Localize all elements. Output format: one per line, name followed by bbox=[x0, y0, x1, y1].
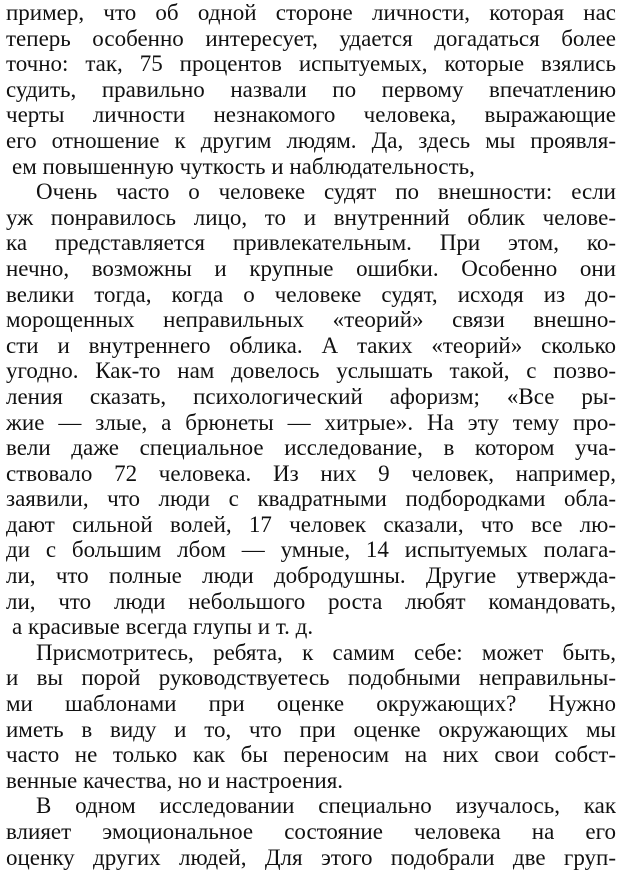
text-line: угодно. Как-то нам довелось услышать такой, с позво- bbox=[6, 358, 616, 384]
text-line: его отношение к другим людям. Да, здесь мы проявля- bbox=[6, 127, 616, 153]
text-line: заявили, что люди с квадратными подбородками обла- bbox=[6, 486, 616, 512]
text-line: уж понравилось лицо, то и внутренний облик челове- bbox=[6, 204, 616, 230]
paragraph-1 bbox=[6, 0, 616, 179]
text-line: оценку других людей, Для этого подобрали две груп- bbox=[6, 844, 616, 870]
text-line: ствовало 72 человека. Из них 9 человек, например, bbox=[6, 460, 616, 486]
text-line: теперь особенно интересует, удается догадаться более bbox=[6, 25, 616, 51]
text-line: пример, что об одной стороне личности, которая нас bbox=[6, 0, 616, 25]
text-line: сти и внутреннего облика. А таких «теорий» сколько bbox=[6, 332, 616, 358]
text-line: ления сказать, психологический афоризм; «Все ры- bbox=[6, 383, 616, 409]
text-line: В одном исследовании специально изучалось, как bbox=[36, 793, 616, 819]
paragraph-2 bbox=[6, 179, 616, 640]
text-line: точно: так, 75 процентов испытуемых, которые взялись bbox=[6, 51, 616, 77]
text-line: ди с большим лбом — умные, 14 испытуемых полага- bbox=[6, 537, 616, 563]
text-line: морощенных неправильных «теорий» связи внешно- bbox=[6, 307, 616, 333]
text-line: ка представляется привлекательным. При этом, ко- bbox=[6, 230, 616, 256]
text-line: черты личности незнакомого человека, выражающие bbox=[6, 102, 616, 128]
text-line: ли, что полные люди добродушны. Другие утвержда- bbox=[6, 563, 616, 589]
text-line: вели даже специальное исследование, в котором уча- bbox=[6, 435, 616, 461]
paragraph-3 bbox=[6, 640, 616, 794]
text-line: ли, что люди небольшого роста любят командовать, bbox=[6, 588, 616, 614]
text-line: велики тогда, когда о человеке судят, исходя из до- bbox=[6, 281, 616, 307]
text-line: Присмотритесь, ребята, к самим себе: может быть, bbox=[36, 639, 616, 665]
text-line: нечно, возможны и крупные ошибки. Особенно они bbox=[6, 255, 616, 281]
text-line: часто не только как бы переносим на них свои собст- bbox=[6, 742, 616, 768]
text-line: жие — злые, а брюнеты — хитрые». На эту тему про- bbox=[6, 409, 616, 435]
text-line: венные качества, но и настроения. bbox=[6, 767, 344, 793]
text-line: влияет эмоциональное состояние человека на его bbox=[6, 819, 616, 844]
text-line: судить, правильно назвали по первому впечатлению bbox=[6, 76, 616, 102]
text-line: ем повышенную чуткость и наблюдательность, bbox=[12, 153, 475, 179]
text-line: ми шаблонами при оценке окружающих? Нужно bbox=[6, 691, 616, 717]
text-line: и вы порой руководствуетесь подобными неправильны- bbox=[6, 665, 616, 691]
text-line: Очень часто о человеке судят по внешности: если bbox=[36, 179, 616, 205]
text-line: иметь в виду и то, что при оценке окружающих мы bbox=[6, 716, 616, 742]
text-line: дают сильной волей, 17 человек сказали, что все лю- bbox=[6, 511, 616, 537]
text-line: а красивые всегда глупы и т. д. bbox=[12, 614, 314, 640]
paragraph-4 bbox=[6, 793, 616, 870]
